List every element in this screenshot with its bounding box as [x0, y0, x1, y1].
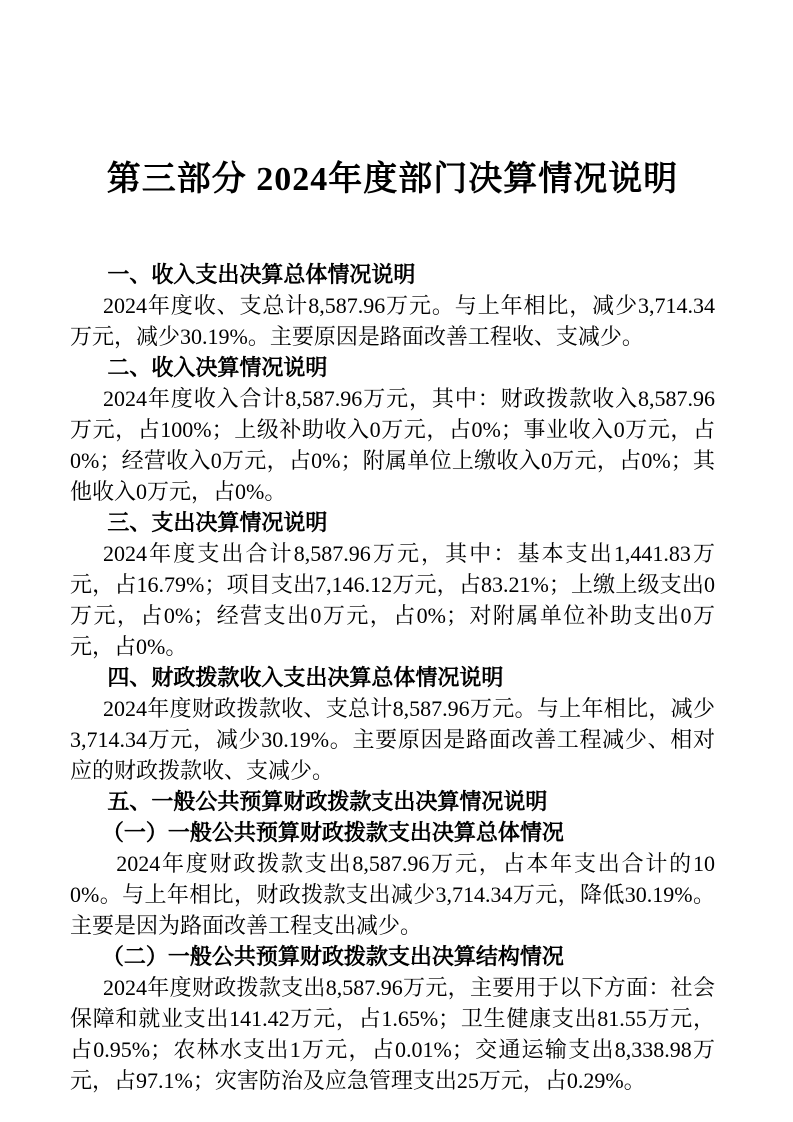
section-income-final-accounts: [70, 352, 715, 507]
section-general-public-budget-expenditure: [70, 786, 715, 1096]
section-5-sub-1-heading: （一）一般公共预算财政拨款支出决算总体情况: [101, 820, 564, 845]
document-title: 第三部分 2024年度部门决算情况说明: [106, 161, 679, 198]
section-5-sub-2-heading: （二）一般公共预算财政拨款支出决算结构情况: [101, 944, 564, 969]
section-5-sub-2-paragraph: 2024年度财政拨款支出8,587.96万元，主要用于以下方面：社会保障和就业支出141.42万元，占1.65%；卫生健康支出81.55万元，占0.95%；农林水支出1万元，占0.01%；交通运输支出8,338.98万元，占97.1%；灾害防治及应急管理支出25万元，占0.29%。: [70, 975, 715, 1093]
section-1-heading: 一、收入支出决算总体情况说明: [107, 262, 416, 287]
section-income-expenditure-overview: [70, 259, 715, 352]
section-2-heading: 二、收入决算情况说明: [107, 355, 328, 380]
section-5-heading: 五、一般公共预算财政拨款支出决算情况说明: [107, 789, 548, 814]
section-4-paragraph: 2024年度财政拨款收、支总计8,587.96万元。与上年相比，减少3,714.34万元，减少30.19%。主要原因是路面改善工程减少、相对应的财政拨款收、支减少。: [70, 696, 715, 783]
section-2-paragraph: 2024年度收入合计8,587.96万元，其中：财政拨款收入8,587.96万元，占100%；上级补助收入0万元，占0%；事业收入0万元，占0%；经营收入0万元，占0%；附属单位上缴收入0万元，占0%；其他收入0万元，占0%。: [70, 386, 715, 504]
section-expenditure-final-accounts: [70, 507, 715, 662]
section-3-paragraph: 2024年度支出合计8,587.96万元，其中：基本支出1,441.83万元，占16.79%；项目支出7,146.12万元，占83.21%；上缴上级支出0万元，占0%；经营支出0万元，占0%；对附属单位补助支出0万元，占0%。: [70, 541, 715, 659]
section-1-paragraph: 2024年度收、支总计8,587.96万元。与上年相比，减少3,714.34万元，减少30.19%。主要原因是路面改善工程收、支减少。: [70, 293, 715, 349]
section-3-heading: 三、支出决算情况说明: [107, 510, 328, 535]
section-fiscal-appropriation-overview: [70, 662, 715, 786]
section-5-sub-1-paragraph: 2024年度财政拨款支出8,587.96万元，占本年支出合计的100%。与上年相比，财政拨款支出减少3,714.34万元，降低30.19%。主要是因为路面改善工程支出减少。: [70, 851, 715, 938]
section-4-heading: 四、财政拨款收入支出决算总体情况说明: [107, 665, 504, 690]
